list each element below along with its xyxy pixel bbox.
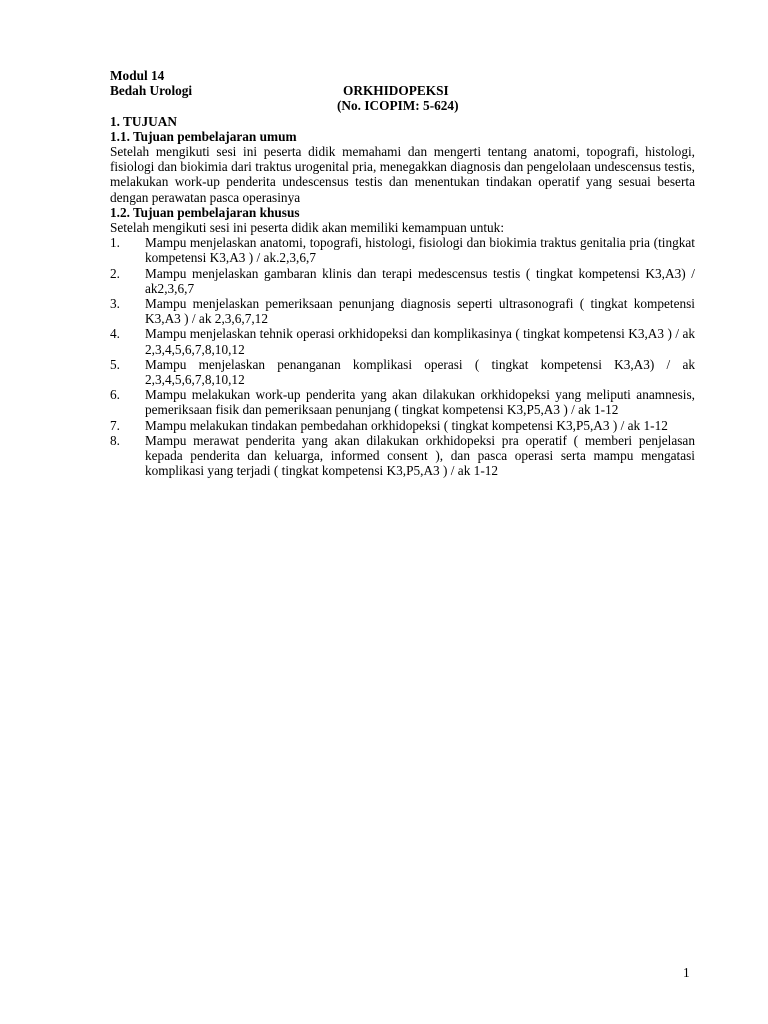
list-item-number: 1. bbox=[110, 235, 120, 251]
list-item bbox=[110, 418, 695, 433]
module-label: Modul 14 bbox=[110, 68, 165, 83]
list-item-text: Mampu melakukan work-up penderita yang akan dilakukan orkhidopeksi yang meliputi anamnesis, pemeriksaan fisik dan pemeriksaan penunjang ( tingkat kompetensi K3,P5,A3 ) / ak 1-12 bbox=[145, 387, 695, 418]
list-item-text: Mampu menjelaskan tehnik operasi orkhidopeksi dan komplikasinya ( tingkat kompetensi K3,A3 ) / ak 2,3,4,5,6,7,8,10,12 bbox=[145, 326, 695, 357]
list-item-text: Mampu menjelaskan pemeriksaan penunjang diagnosis seperti ultrasonografi ( tingkat kompetensi K3,A3 ) / ak 2,3,6,7,12 bbox=[145, 296, 695, 327]
page-number: 1 bbox=[683, 965, 690, 980]
list-item-number: 7. bbox=[110, 417, 120, 433]
list-item-text: Mampu merawat penderita yang akan dilakukan orkhidopeksi pra operatif ( memberi penjelasan kepada penderita dan keluarga, informed consent ), dan pasca operasi serta mampu mengatasi komplikasi yang terjadi ( tingkat kompetensi K3,P5,A3 ) / ak 1-12 bbox=[145, 432, 695, 479]
procedure-code: (No. ICOPIM: 5-624) bbox=[337, 98, 459, 114]
list-item-number: 3. bbox=[110, 296, 120, 312]
list-item-text: Mampu menjelaskan penanganan komplikasi operasi ( tingkat kompetensi K3,A3) / ak 2,3,4,5,6,7,8,10,12 bbox=[145, 356, 695, 388]
specific-objective-intro: Setelah mengikuti sesi ini peserta didik akan memiliki kemampuan untuk: bbox=[110, 220, 505, 235]
list-item bbox=[110, 235, 695, 265]
specific-objective-heading: 1.2. Tujuan pembelajaran khusus bbox=[110, 204, 300, 220]
general-objective-text: Setelah mengikuti sesi ini peserta didik memahami dan mengerti tentang anatomi, topografi, histologi, fisiologi dan biokimia dari traktus urogenital pria, menegakkan diagnosis dan pengelolaan undescensus testis, melakukan work-up penderita undescensus testis dan menentukan tindakan operatif yang sesuai beserta dengan perawatan pasca operasinya bbox=[110, 143, 695, 205]
list-item bbox=[110, 326, 695, 356]
general-objective-heading: 1.1. Tujuan pembelajaran umum bbox=[110, 128, 297, 144]
list-item bbox=[110, 266, 695, 296]
list-item bbox=[110, 387, 695, 417]
list-item-number: 5. bbox=[110, 356, 120, 372]
list-item-number: 4. bbox=[110, 326, 120, 342]
code-row bbox=[110, 98, 695, 113]
list-item bbox=[110, 433, 695, 479]
list-item-number: 2. bbox=[110, 265, 120, 281]
objective-list bbox=[110, 235, 695, 478]
section-heading: 1. TUJUAN bbox=[110, 113, 177, 129]
document-page bbox=[110, 68, 695, 478]
list-item-number: 6. bbox=[110, 387, 120, 403]
list-item-text: Mampu menjelaskan anatomi, topografi, histologi, fisiologi dan biokimia traktus genitalia pria (tingkat kompetensi K3,A3 ) / ak.2,3,6,7 bbox=[145, 235, 695, 266]
title-row bbox=[110, 83, 695, 98]
document-title: ORKHIDOPEKSI bbox=[343, 83, 449, 99]
list-item-text: Mampu menjelaskan gambaran klinis dan terapi medescensus testis ( tingkat kompetensi K3,A3) / ak2,3,6,7 bbox=[145, 265, 695, 296]
department-label: Bedah Urologi bbox=[110, 83, 193, 99]
list-item-text: Mampu melakukan tindakan pembedahan orkhidopeksi ( tingkat kompetensi K3,P5,A3 ) / ak 1-12 bbox=[145, 417, 668, 433]
list-item bbox=[110, 357, 695, 387]
list-item bbox=[110, 296, 695, 326]
list-item-number: 8. bbox=[110, 432, 120, 448]
